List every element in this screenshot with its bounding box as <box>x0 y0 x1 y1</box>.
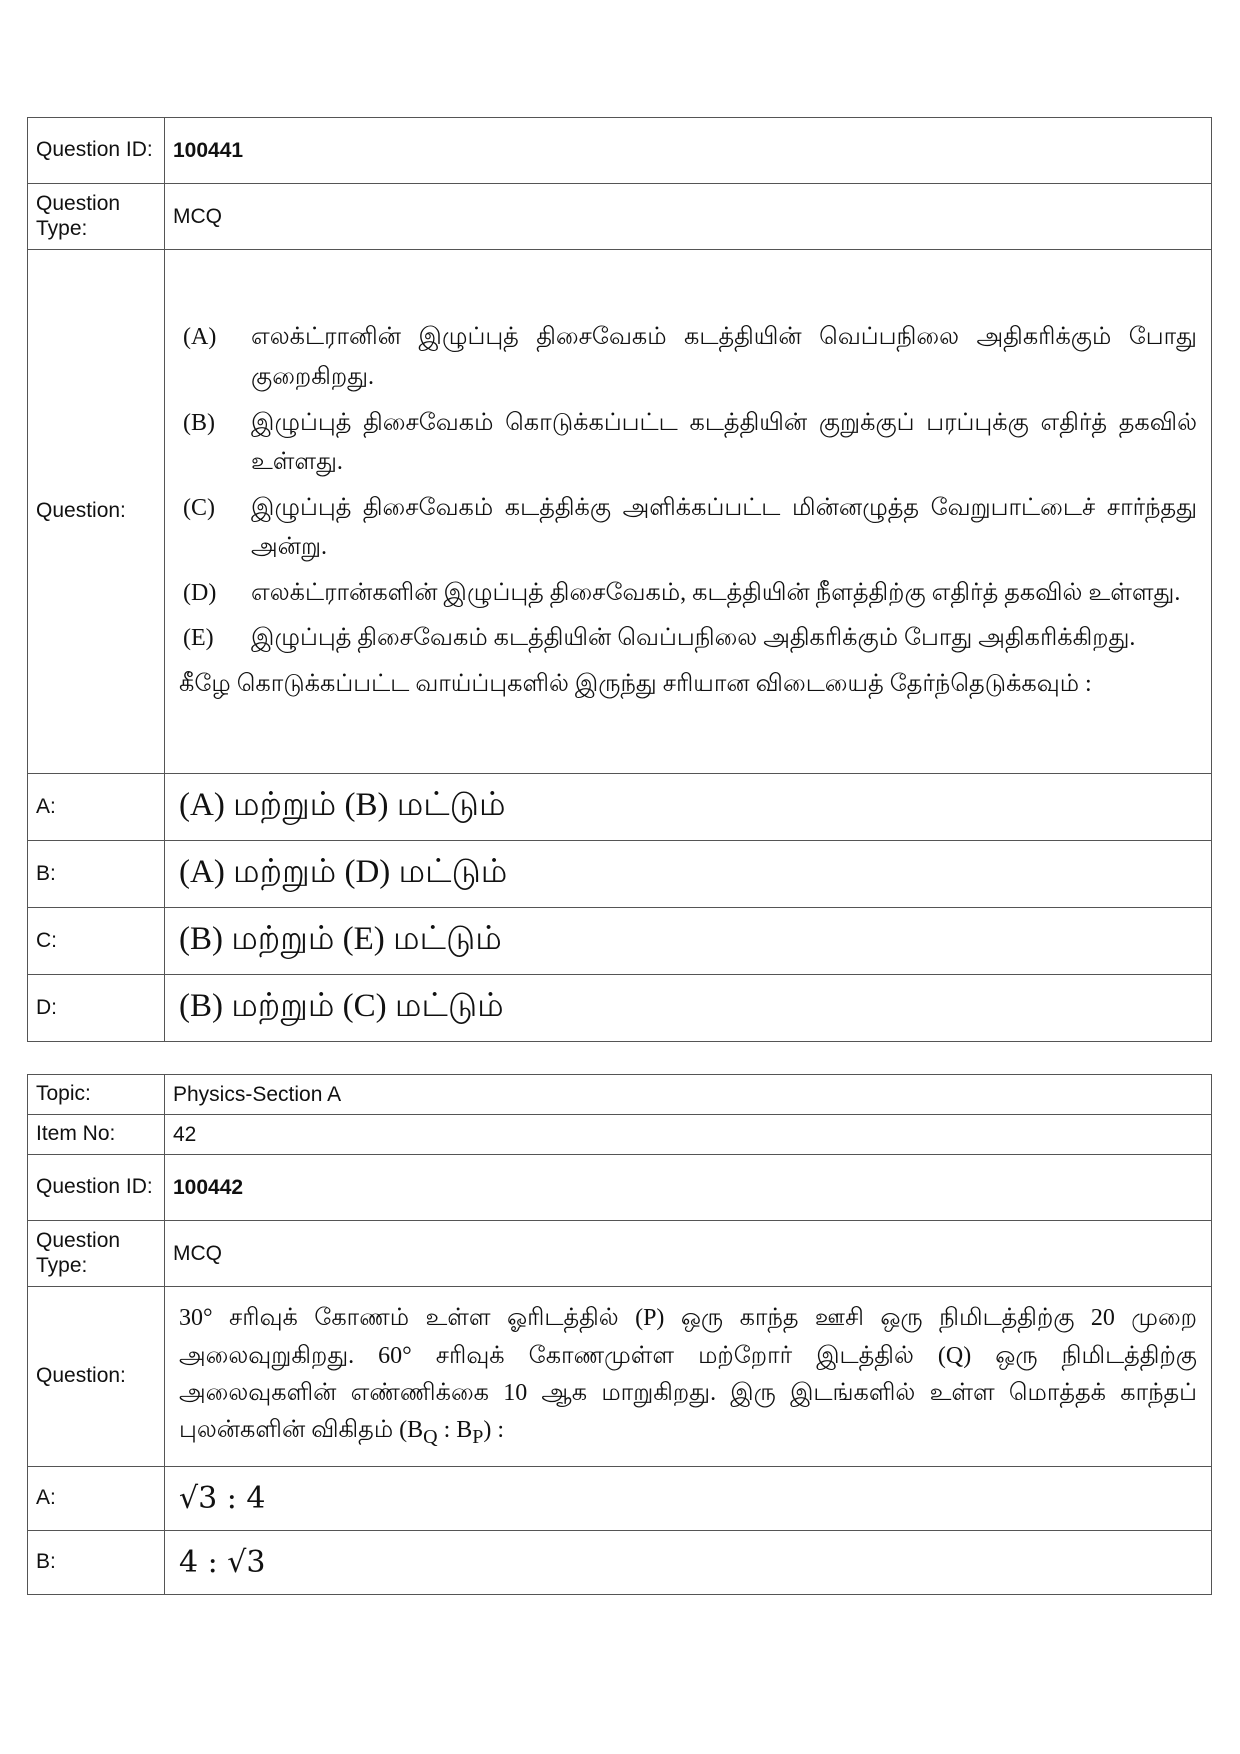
statement-text: இழுப்புத் திசைவேகம் கடத்தியின் வெப்பநிலை அதிகரிக்கும் போது அதிகரிக்கிறது. <box>251 625 1136 652</box>
answer-row-b <box>28 841 1212 908</box>
statement-key: (A) <box>183 324 217 351</box>
statement-d <box>179 574 1197 614</box>
answer-label: D: <box>28 975 165 1042</box>
question-id-label: Question ID: <box>28 1155 165 1221</box>
question-type-value: MCQ <box>165 1221 1212 1287</box>
topic-value: Physics-Section A <box>165 1075 1212 1115</box>
subscript-q: Q <box>423 1425 438 1448</box>
statement-key: (B) <box>183 409 215 436</box>
answer-row-a <box>28 1467 1212 1531</box>
answer-label: A: <box>28 774 165 841</box>
statement-e <box>179 619 1197 659</box>
subscript-p: P <box>472 1425 484 1448</box>
answer-text: (B) மற்றும் (E) மட்டும் <box>165 908 1212 975</box>
question-type-row <box>28 184 1212 250</box>
statement-c <box>179 489 1197 568</box>
question-table-1 <box>27 117 1212 1042</box>
answer-text: (B) மற்றும் (C) மட்டும் <box>165 975 1212 1042</box>
statement-key: (D) <box>183 579 217 606</box>
answer-text: (A) மற்றும் (D) மட்டும் <box>165 841 1212 908</box>
item-no-value: 42 <box>165 1115 1212 1155</box>
question-table-2 <box>27 1074 1212 1595</box>
statement-key: (C) <box>183 494 215 521</box>
question-row <box>28 250 1212 774</box>
question-id-value: 100442 <box>165 1155 1212 1221</box>
question-label: Question: <box>28 1287 165 1467</box>
question-type-row <box>28 1221 1212 1287</box>
statement-text: இழுப்புத் திசைவேகம் கடத்திக்கு அளிக்கப்பட்ட மின்னழுத்த வேறுபாட்டைச் சார்ந்தது அன்று. <box>251 494 1197 561</box>
answer-row-c <box>28 908 1212 975</box>
answer-text: 4 : √3 <box>165 1531 1212 1595</box>
answer-row-b <box>28 1531 1212 1595</box>
question-body <box>165 250 1212 774</box>
question-type-value: MCQ <box>165 184 1212 250</box>
question-type-label: Question Type: <box>28 184 165 250</box>
question-id-row <box>28 118 1212 184</box>
answer-label: B: <box>28 841 165 908</box>
statement-b <box>179 404 1197 483</box>
answer-row-a <box>28 774 1212 841</box>
answer-label: C: <box>28 908 165 975</box>
question-id-row <box>28 1155 1212 1221</box>
topic-row <box>28 1075 1212 1115</box>
question-row <box>28 1287 1212 1467</box>
statement-key: (E) <box>183 625 214 652</box>
answer-text: √3 : 4 <box>165 1467 1212 1531</box>
statement-text: எலக்ட்ரான்களின் இழுப்புத் திசைவேகம், கடத்தியின் நீளத்திற்கு எதிர்த் தகவில் உள்ளது. <box>251 579 1181 606</box>
question-text: 30° சரிவுக் கோணம் உள்ள ஓரிடத்தில் (P) ஒரு காந்த ஊசி ஒரு நிமிடத்திற்கு 20 முறை அலைவுறுகிறது. 60° சரிவுக் கோணமுள்ள மற்றோர் இடத்தில் (Q) ஒரு நிமிடத்திற்கு அலைவுகளின் எண்ணிக்கை 10 ஆக மாறுகிறது. இரு இடங்களில் உள்ள மொத்தக் காந்தப் புலன்களின் விகிதம் (B <box>179 1305 1198 1443</box>
topic-label: Topic: <box>28 1075 165 1115</box>
question-instruction: கீழே கொடுக்கப்பட்ட வாய்ப்புகளில் இருந்து சரியான விடையைத் தேர்ந்தெடுக்கவும் : <box>179 671 1092 698</box>
item-no-row <box>28 1115 1212 1155</box>
answer-text: (A) மற்றும் (B) மட்டும் <box>165 774 1212 841</box>
answer-label: A: <box>28 1467 165 1531</box>
question-label: Question: <box>28 250 165 774</box>
answer-row-d <box>28 975 1212 1042</box>
question-id-label: Question ID: <box>28 118 165 184</box>
item-no-label: Item No: <box>28 1115 165 1155</box>
ratio-separator: : B <box>437 1416 473 1443</box>
question-type-label: Question Type: <box>28 1221 165 1287</box>
statement-text: இழுப்புத் திசைவேகம் கொடுக்கப்பட்ட கடத்தியின் குறுக்குப் பரப்புக்கு எதிர்த் தகவில் உள்ளது. <box>251 409 1197 476</box>
question-id-value: 100441 <box>165 118 1212 184</box>
statement-a <box>179 318 1197 397</box>
question-body <box>165 1287 1212 1467</box>
statement-text: எலக்ட்ரானின் இழுப்புத் திசைவேகம் கடத்தியின் வெப்பநிலை அதிகரிக்கும் போது குறைகிறது. <box>251 324 1197 390</box>
answer-label: B: <box>28 1531 165 1595</box>
question-text-end: ) : <box>483 1416 505 1443</box>
